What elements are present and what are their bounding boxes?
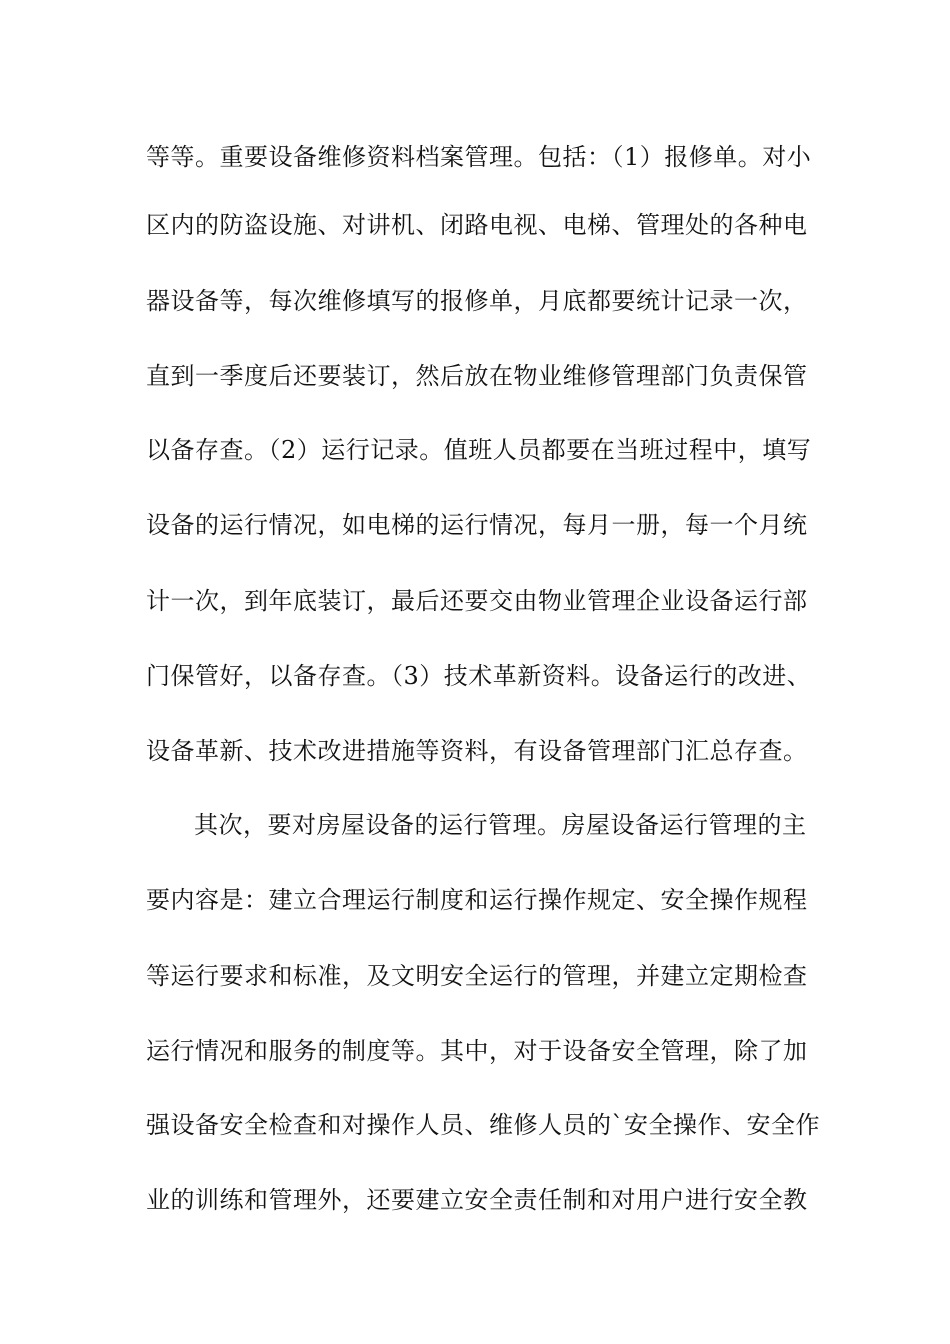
- text-line: 门保管好，以备存查。（3）技术革新资料。设备运行的改进、: [146, 662, 812, 690]
- text-line: 要内容是：建立合理运行制度和运行操作规定、安全操作规程: [146, 886, 808, 914]
- text-line: 等等。重要设备维修资料档案管理。包括：（1）报修单。对小: [146, 143, 812, 171]
- text-line: 直到一季度后还要装订，然后放在物业维修管理部门负责保管: [146, 362, 808, 390]
- text-line: 设备革新、技术改进措施等资料，有设备管理部门汇总存查。: [146, 737, 808, 765]
- text-line: 运行情况和服务的制度等。其中，对于设备安全管理，除了加: [146, 1037, 808, 1065]
- text-line: 区内的防盗设施、对讲机、闭路电视、电梯、管理处的各种电: [146, 211, 808, 239]
- text-line: 等运行要求和标准，及文明安全运行的管理，并建立定期检查: [146, 962, 808, 990]
- paragraph-first-line: 其次，要对房屋设备的运行管理。房屋设备运行管理的主: [194, 811, 807, 839]
- text-line: 器设备等，每次维修填写的报修单，月底都要统计记录一次，: [146, 287, 808, 315]
- text-line: 以备存查。（2）运行记录。值班人员都要在当班过程中，填写: [146, 436, 812, 464]
- text-line: 设备的运行情况，如电梯的运行情况，每月一册，每一个月统: [146, 511, 808, 539]
- text-line: 强设备安全检查和对操作人员、维修人员的`安全操作、安全作: [146, 1111, 820, 1139]
- text-line: 业的训练和管理外，还要建立安全责任制和对用户进行安全教: [146, 1186, 808, 1214]
- text-line: 计一次，到年底装订，最后还要交由物业管理企业设备运行部: [146, 587, 808, 615]
